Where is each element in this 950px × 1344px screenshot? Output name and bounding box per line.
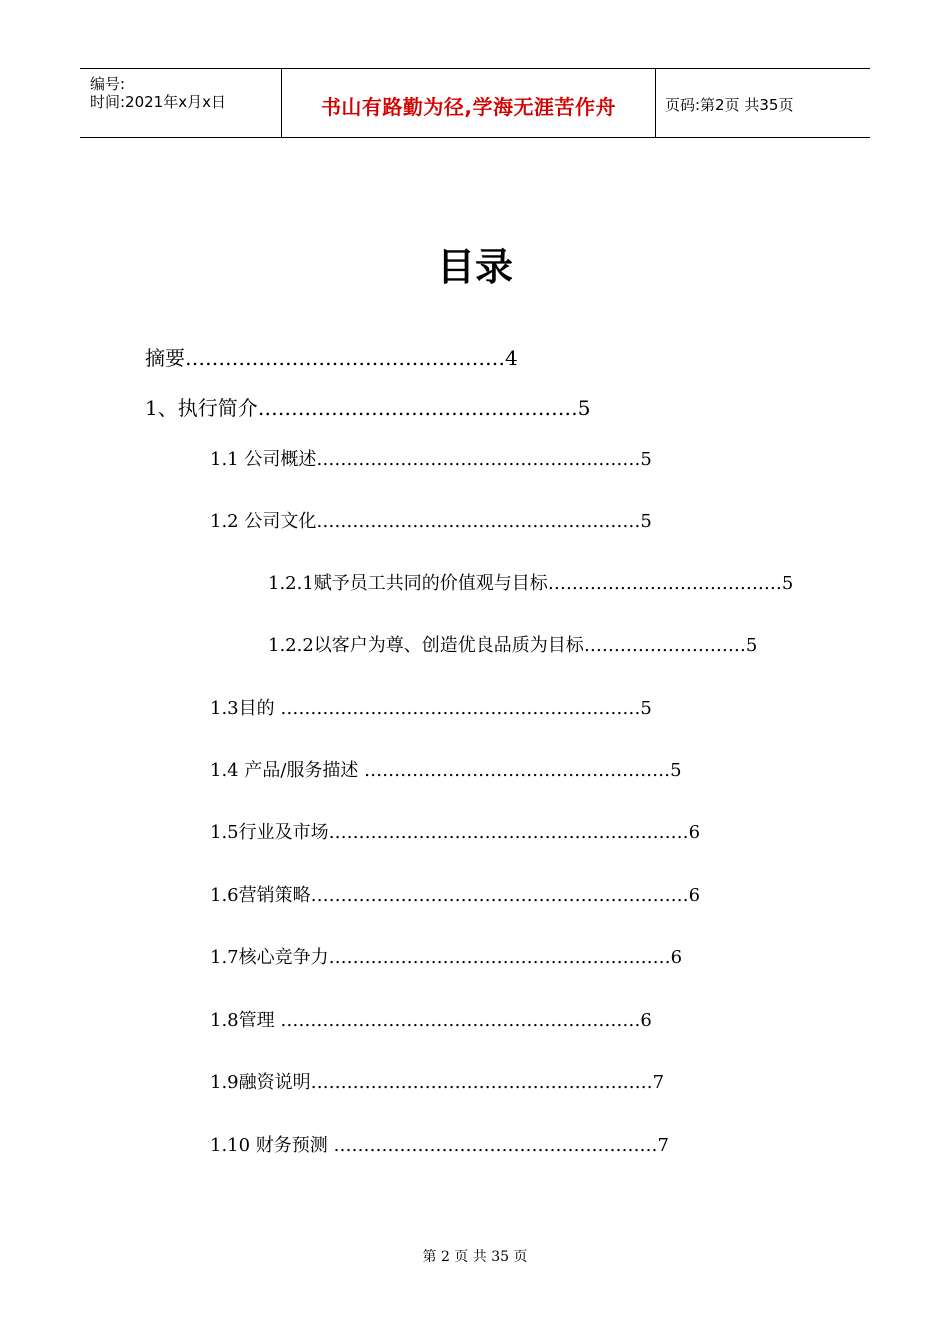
toc-entry[interactable] <box>210 1071 664 1095</box>
toc-page-number: 4 <box>505 346 518 370</box>
toc-entry-text: 1.4 产品/服务描述 <box>210 760 365 781</box>
toc-leader-dots: ……………………………………………… <box>316 511 641 532</box>
toc-page-number: 6 <box>688 885 701 906</box>
toc-leader-dots: …………………………………………………… <box>280 698 641 719</box>
page-footer: 第 2 页 共 35 页 <box>422 1249 528 1265</box>
toc-entry-text: 1、执行简介 <box>145 396 258 420</box>
header-right-cell <box>663 69 870 137</box>
toc-page-number: 7 <box>657 1135 669 1156</box>
toc-entry-text: 摘要 <box>145 346 185 370</box>
toc-entry-text: 1.7核心竞争力 <box>210 947 329 968</box>
toc-page-number: 7 <box>652 1072 665 1093</box>
toc-page-number: 5 <box>745 635 758 656</box>
toc-leader-dots: …………………………………………… <box>364 760 671 781</box>
header-motto: 书山有路勤为径,学海无涯苦作舟 <box>320 95 617 119</box>
toc-entry[interactable] <box>210 448 652 472</box>
toc-page-number: 5 <box>640 698 652 719</box>
toc-entry[interactable] <box>145 396 590 420</box>
toc-entry-text: 1.1 公司概述 <box>210 449 317 470</box>
toc-entry-text: 1.9融资说明 <box>210 1072 311 1093</box>
toc-entry-text: 1.2 公司文化 <box>210 511 317 532</box>
toc-page-number: 5 <box>640 511 652 532</box>
toc-entry[interactable] <box>210 510 652 534</box>
toc-leader-dots: ………………………………………… <box>257 396 578 420</box>
toc-page-number: 6 <box>670 947 683 968</box>
toc-entry-text: 1.3目的 <box>210 698 281 719</box>
toc-entry-text: 1.8管理 <box>210 1010 281 1031</box>
toc-leader-dots: ………………………………………………… <box>310 1072 653 1093</box>
toc-entry[interactable] <box>210 884 700 908</box>
toc-entry[interactable] <box>210 759 682 783</box>
toc-entry-text: 1.2.2以客户为尊、创造优良品质为目标 <box>268 635 584 656</box>
header-page-info: 页码:第2页 共35页 <box>665 96 794 114</box>
toc-entry[interactable] <box>268 634 757 658</box>
toc-entry-text: 1.6营销策略 <box>210 885 311 906</box>
toc-page-number: 6 <box>640 1010 652 1031</box>
toc-entry[interactable] <box>210 821 700 845</box>
toc-page-number: 5 <box>577 396 591 420</box>
page-title: 目录 <box>436 245 513 289</box>
toc-page-number: 5 <box>781 573 794 594</box>
toc-entry-text: 1.2.1赋予员工共同的价值观与目标 <box>268 573 548 594</box>
toc-leader-dots: ………………………………………… <box>185 346 505 370</box>
header-left-cell <box>80 69 280 137</box>
toc-entry[interactable] <box>268 572 793 596</box>
toc-leader-dots: ………………………………………………… <box>328 947 671 968</box>
toc-leader-dots: ……………………… <box>583 635 746 656</box>
toc-page-number: 6 <box>688 822 701 843</box>
toc-page-number: 5 <box>670 760 682 781</box>
toc-entry[interactable] <box>145 346 518 370</box>
toc-leader-dots: ……………………………………………………… <box>310 885 689 906</box>
toc-entry-text: 1.10 财务预测 <box>210 1135 334 1156</box>
toc-leader-dots: …………………………………………………… <box>328 822 689 843</box>
toc-entry[interactable] <box>210 946 682 970</box>
toc-leader-dots: ………………………………… <box>547 573 782 594</box>
toc-entry[interactable] <box>210 1009 652 1033</box>
toc-leader-dots: ……………………………………………… <box>316 449 641 470</box>
page-header <box>80 68 870 138</box>
toc-leader-dots: …………………………………………………… <box>280 1010 641 1031</box>
toc-entry-text: 1.5行业及市场 <box>210 822 329 843</box>
toc-entry[interactable] <box>210 1134 669 1158</box>
document-number-label: 编号: <box>90 75 126 93</box>
document-date: 时间:2021年x月x日 <box>90 93 226 111</box>
toc-page-number: 5 <box>640 449 652 470</box>
header-middle-cell <box>281 69 656 137</box>
toc-leader-dots: ……………………………………………… <box>333 1135 658 1156</box>
toc-entry[interactable] <box>210 697 652 721</box>
